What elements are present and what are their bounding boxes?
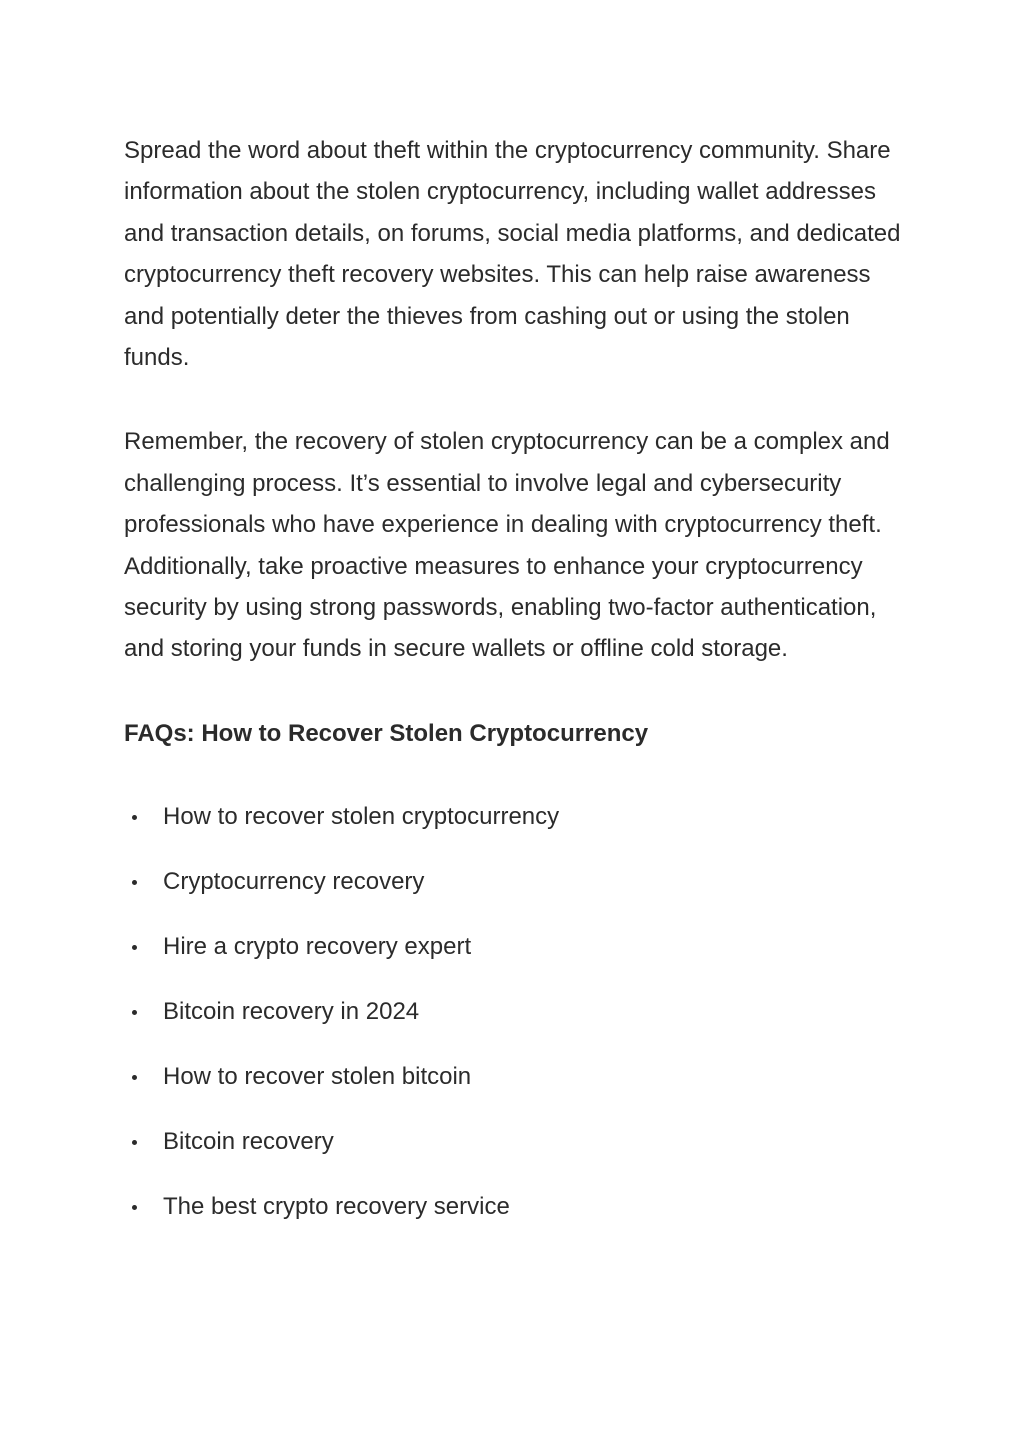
bullet-icon — [132, 1205, 137, 1210]
bullet-icon — [132, 945, 137, 950]
bullet-icon — [132, 815, 137, 820]
faq-item-label: Bitcoin recovery — [163, 1128, 334, 1156]
faq-item-label: Hire a crypto recovery expert — [163, 933, 472, 961]
faq-item-label: How to recover stolen cryptocurrency — [163, 803, 560, 831]
faq-heading: FAQs: How to Recover Stolen Cryptocurrency — [124, 719, 649, 747]
bullet-icon — [132, 880, 137, 885]
faq-list-item — [124, 1121, 914, 1186]
faq-list-item — [124, 926, 914, 991]
paragraph-remember: Remember, the recovery of stolen cryptocurrency can be a complex and challenging process. It’s essential to involve legal and cybersecurity professionals who have experience in dealing with cryptocurrency theft. Additionally, take proactive measures to enhance your cryptocurrency security by using strong passwords, enabling two-factor authentication, and storing your funds in secure wallets or offline cold storage. — [124, 428, 890, 663]
faq-list-item — [124, 1056, 914, 1121]
faq-list-item — [124, 796, 914, 861]
bullet-icon — [132, 1140, 137, 1145]
faq-item-label: Cryptocurrency recovery — [163, 868, 425, 896]
faq-list — [124, 796, 914, 1251]
paragraph-spread-the-word: Spread the word about theft within the cryptocurrency community. Share information about the stolen cryptocurrency, including wallet addresses and transaction details, on forums, social media platforms, and dedicated cryptocurrency theft recovery websites. This can help raise awareness and potentially deter the thieves from cashing out or using the stolen funds. — [124, 137, 901, 372]
bullet-icon — [132, 1075, 137, 1080]
document-page — [124, 130, 914, 1251]
bullet-icon — [132, 1010, 137, 1015]
faq-list-item — [124, 991, 914, 1056]
faq-item-label: The best crypto recovery service — [163, 1193, 510, 1221]
faq-item-label: Bitcoin recovery in 2024 — [163, 998, 420, 1026]
faq-list-item — [124, 1186, 914, 1251]
faq-list-item — [124, 861, 914, 926]
faq-item-label: How to recover stolen bitcoin — [163, 1063, 472, 1091]
